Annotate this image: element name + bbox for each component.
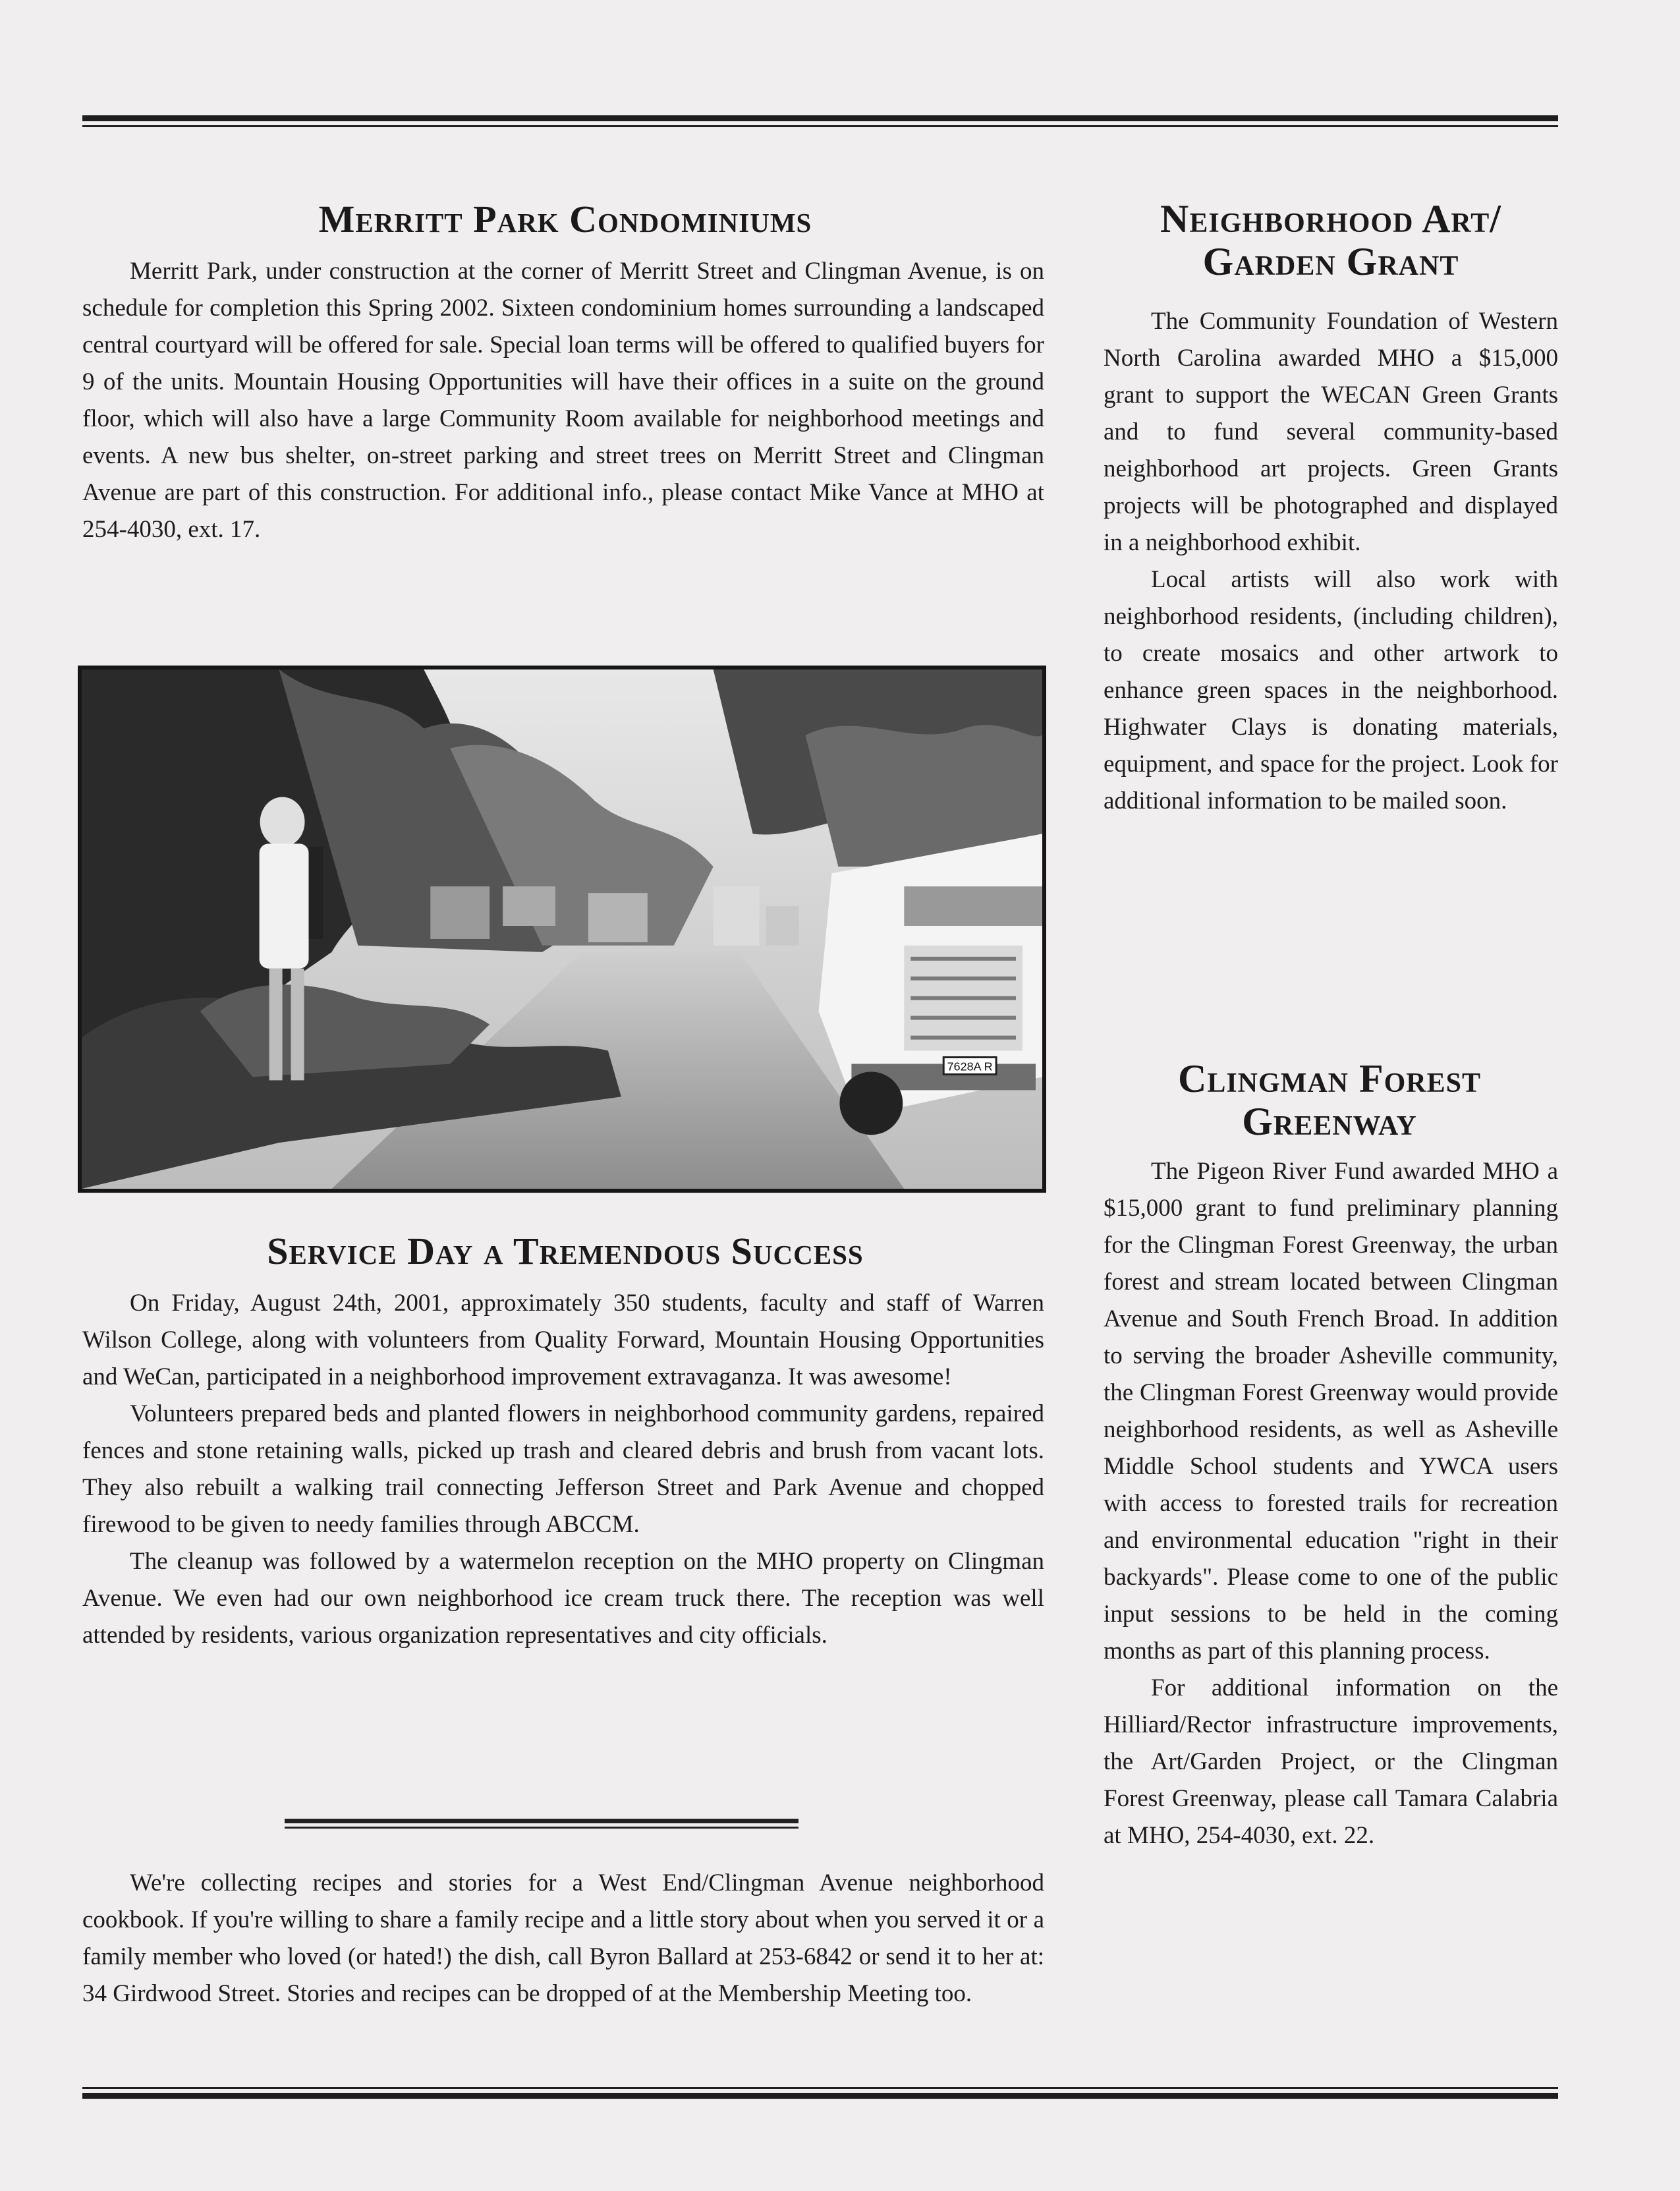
bottom-rule [82, 2087, 1558, 2099]
service-day-headline: Service Day a Tremendous Success [267, 1230, 864, 1272]
art-grant-headline: Neighborhood Art/ Garden Grant [1160, 197, 1501, 283]
merritt-park-headline: Merritt Park Condominiums [318, 198, 812, 241]
top-rule [82, 115, 1558, 127]
merritt-park-paragraph: Merritt Park, under construction at the corner of Merritt Street and Clingman Avenue, is on schedule for completion this Spring 2002. Sixteen condominium homes surrounding a landscaped central courtyard will be offered for sale. Special loan terms will be offered to qualified buyers for 9 of the units. Mountain Housing Opportunities will have their offices in a suite on the ground floor, which will also have a large Community Room available for neighborhood meetings and events. A new bus shelter, on-street parking and street trees on Merritt Street and Clingman Avenue are part of this construction. For additional info., please contact Mike Vance at MHO at 254-4030, ext. 17. [82, 258, 1044, 543]
cookbook-paragraph: We're collecting recipes and stories for a West End/Clingman Avenue neighborhood cookbook. If you're willing to share a family recipe and a little story about when you served it or a family member who loved (or hated!) the dish, call Byron Ballard at 253-6842 or send it to her at: 34 Girdwood Street. Stories and recipes can be dropped of at the Membership Meeting too. [82, 1869, 1044, 2007]
cookbook-divider [285, 1819, 798, 1829]
greenway-body [1104, 1153, 1558, 1854]
greenway-headline: Clingman Forest Greenway [1177, 1057, 1482, 1143]
art-grant-paragraph-1: The Community Foundation of Western North Carolina awarded MHO a $15,000 grant to support the WECAN Green Grants and to fund several community-based neighborhood art projects. Green Grants projects will be photographed and displayed in a neighborhood exhibit. [1104, 308, 1558, 556]
service-day-paragraph-1: On Friday, August 24th, 2001, approximately 350 students, faculty and staff of Warren Wilson College, along with volunteers from Quality Forward, Mountain Housing Opportunities and WeCan, participated in a neighborhood improvement extravaganza. It was awesome! [82, 1290, 1044, 1390]
service-day-body [82, 1285, 1044, 1654]
greenway-paragraph-2: For additional information on the Hilliard/Rector infrastructure improvements, the Art/Garden Project, or the Clingman Forest Greenway, please call Tamara Calabria at MHO, 254-4030, ext. 22. [1104, 1674, 1558, 1849]
service-day-paragraph-3: The cleanup was followed by a watermelon reception on the MHO property on Clingman Avenue. We even had our own neighborhood ice cream truck there. The reception was well attended by residents, various organization representatives and city officials. [82, 1548, 1044, 1649]
license-plate-text: 7628A R [947, 1060, 993, 1073]
service-day-paragraph-2: Volunteers prepared beds and planted flowers in neighborhood community gardens, repaired fences and stone retaining walls, picked up trash and cleared debris and brush from vacant lots. They also rebuilt a walking trail connecting Jefferson Street and Park Avenue and chopped firewood to be given to needy families through ABCCM. [82, 1400, 1044, 1538]
greenway-paragraph-1: The Pigeon River Fund awarded MHO a $15,000 grant to fund preliminary planning for the Clingman Forest Greenway, the urban forest and stream located between Clingman Avenue and South French Broad. In addition to serving the broader Asheville community, the Clingman Forest Greenway would provide neighborhood residents, as well as Asheville Middle School students and YWCA users with access to forested trails for recreation and environmental education "right in their backyards". Please come to one of the public input sessions to be held in the coming months as part of this planning process. [1104, 1158, 1558, 1665]
merritt-park-body [82, 253, 1044, 548]
art-grant-paragraph-2: Local artists will also work with neighborhood residents, (including children), to create mosaics and other artwork to enhance green spaces in the neighborhood. Highwater Clays is donating materials, equipment, and space for the project. Look for additional information to be mailed soon. [1104, 566, 1558, 814]
service-day-photo [78, 666, 1046, 1193]
cookbook-notice [82, 1865, 1044, 2012]
art-grant-body [1104, 303, 1558, 820]
